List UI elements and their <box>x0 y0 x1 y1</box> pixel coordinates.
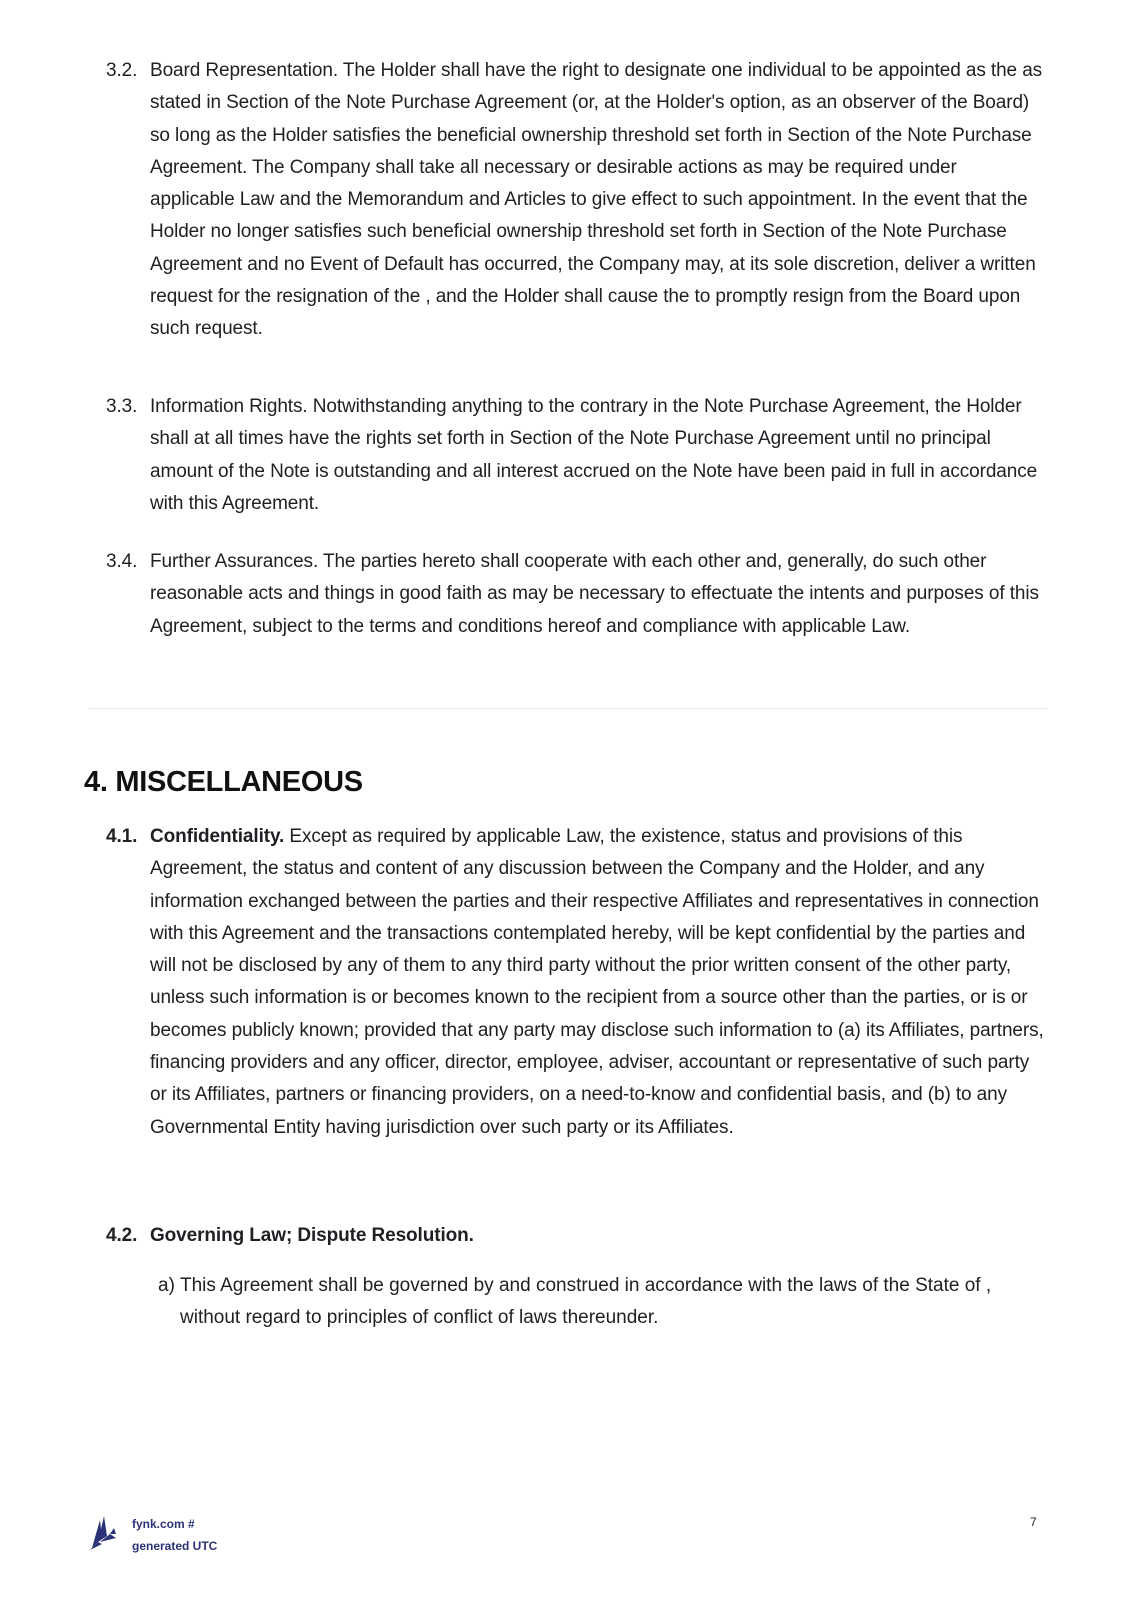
footer-site: fynk.com # <box>132 1517 195 1531</box>
clause-number: 3.4. <box>106 551 138 572</box>
clause-number: 3.3. <box>106 396 138 417</box>
fynk-crane-logo-icon <box>88 1512 128 1552</box>
clause-body <box>150 391 1046 520</box>
clause-body <box>150 821 1046 1144</box>
clause-number: 3.2. <box>106 60 138 81</box>
clause-text: Except as required by applicable Law, the existence, status and provisions of this Agreement, the status and content of any discussion between the Company and the Holder, and any information exchanged between the parties and their respective Affiliates and representatives in connection with this Agreement and the transactions contemplated hereby, will be kept confidential by the parties and will not be disclosed by any of them to any third party without the prior written consent of the other party, unless such information is or becomes known to the recipient from a source other than the parties, or is or becomes publicly known; provided that any party may disclose such information to (a) its Affiliates, partners, financing providers and any officer, director, employee, adviser, accountant or representative of such party or its Affiliates, partners or financing providers, on a need-to-know and confidential basis, and (b) to any Governmental Entity having jurisdiction over such party or its Affiliates. <box>150 826 1044 1138</box>
clause-body <box>150 1220 1046 1252</box>
clause-number: 4.2. <box>106 1225 138 1246</box>
clause-number: 4.1. <box>106 826 138 847</box>
clause-title: Information Rights. <box>150 396 308 417</box>
subclause-text: This Agreement shall be governed by and construed in accordance with the laws of the State of , without regard to principles of conflict of laws thereunder. <box>180 1275 992 1329</box>
clause-text: The Holder shall have the right to designate one individual to be appointed as the as stated in Section of the Note Purchase Agreement (or, at the Holder's option, as an observer of the Board) so long as the Holder satisfies the beneficial ownership threshold set forth in Section of the Note Purchase Agreement. The Company shall take all necessary or desirable actions as may be required under applicable Law and the Memorandum and Articles to give effect to such appointment. In the event that the Holder no longer satisfies such beneficial ownership threshold set forth in Section of the Note Purchase Agreement and no Event of Default has occurred, the Company may, at its sole discretion, deliver a written request for the resignation of the , and the Holder shall cause the to promptly resign from the Board upon such request. <box>150 60 1043 340</box>
clause-4-1 <box>106 821 1046 1144</box>
subclause-4-2-a <box>158 1270 1038 1335</box>
page-number: 7 <box>1030 1515 1037 1529</box>
clause-3-2 <box>106 55 1046 346</box>
clause-text: Notwithstanding anything to the contrary in the Note Purchase Agreement, the Holder shall at all times have the rights set forth in Section of the Note Purchase Agreement until no principal amount of the Note is outstanding and all interest accrued on the Note have been paid in full in accordance with this Agreement. <box>150 396 1038 514</box>
section-divider <box>89 708 1047 709</box>
clause-title: Board Representation. <box>150 60 339 81</box>
clause-3-4 <box>106 546 1046 643</box>
clause-body <box>150 546 1046 643</box>
clause-4-2 <box>106 1220 1046 1252</box>
subclause-number: a) <box>158 1275 175 1296</box>
section-heading: 4. MISCELLANEOUS <box>84 766 363 798</box>
clause-title: Confidentiality. <box>150 826 285 847</box>
clause-title: Governing Law; Dispute Resolution. <box>150 1225 474 1246</box>
footer-text <box>132 1513 217 1557</box>
clause-body <box>150 55 1046 346</box>
footer-generated: generated UTC <box>132 1539 218 1553</box>
clause-title: Further Assurances. <box>150 551 319 572</box>
clause-3-3 <box>106 391 1046 520</box>
clause-text: The parties hereto shall cooperate with each other and, generally, do such other reasonable acts and things in good faith as may be necessary to effectuate the intents and purposes of this Agreement, subject to the terms and conditions hereof and compliance with applicable Law. <box>150 551 1039 637</box>
